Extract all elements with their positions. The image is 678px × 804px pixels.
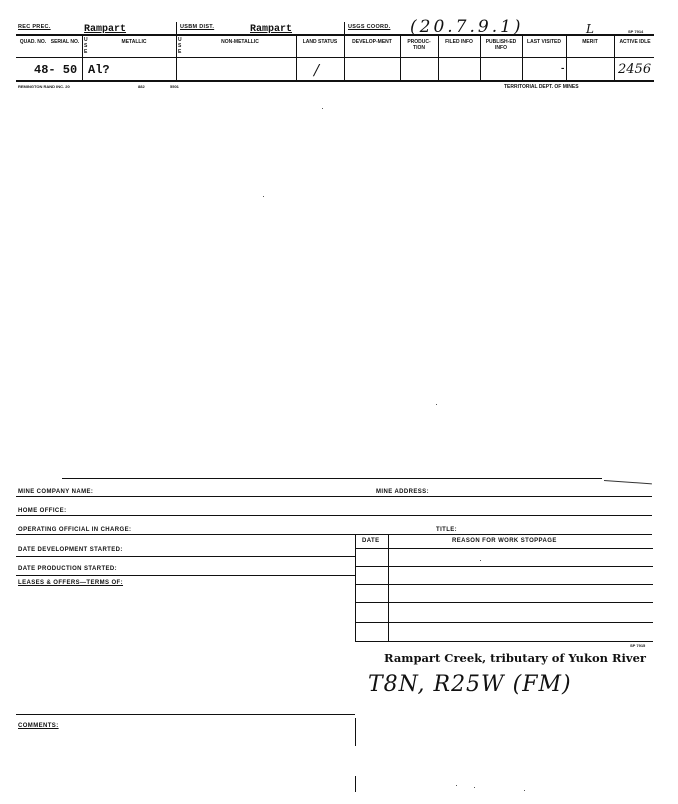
scan-speck	[436, 404, 437, 405]
divider	[82, 36, 83, 80]
use-letter-e: E	[178, 49, 182, 55]
non-metallic-header: NON-METALLIC	[221, 39, 259, 45]
use-letters-2	[178, 37, 184, 55]
divider	[344, 22, 345, 34]
use-letter-e: E	[84, 49, 88, 55]
table-rule	[355, 584, 653, 585]
scan-speck	[480, 560, 481, 561]
reason-column-header: REASON FOR WORK STOPPAGE	[452, 538, 557, 544]
location-handwritten-text: T8N, R25W (FM)	[368, 672, 572, 697]
use-letters	[84, 37, 90, 55]
land-status-header: LAND STATUS	[302, 39, 338, 45]
top-edge-curl	[604, 480, 652, 484]
top-edge-rule	[62, 478, 602, 479]
footer-code1: 882	[138, 84, 145, 89]
mine-address-label: MINE ADDRESS:	[376, 489, 429, 495]
home-office-label: HOME OFFICE:	[18, 508, 67, 514]
rec-prec-value: Rampart	[84, 24, 127, 35]
date-production-started-label: DATE PRODUCTION STARTED:	[18, 566, 118, 572]
quad-no-header: QUAD. NO.	[19, 39, 47, 45]
divider	[176, 36, 177, 80]
scan-speck	[474, 787, 475, 788]
operating-official-label: OPERATING OFFICIAL IN CHARGE:	[18, 527, 132, 533]
scan-speck	[322, 108, 323, 109]
rec-prec-label: REC PREC.	[18, 24, 51, 30]
scan-speck	[456, 785, 457, 786]
development-header: DEVELOP-MENT	[352, 39, 392, 45]
footer-code2: 5501	[170, 84, 179, 89]
divider	[344, 36, 345, 80]
land-status-value: /	[314, 61, 320, 79]
usbm-dist-value: Rampart	[250, 24, 293, 35]
filed-info-header: FILED INFO	[445, 39, 473, 45]
last-visited-header: LAST VISITED	[527, 39, 561, 45]
table-rule	[355, 548, 653, 549]
active-idle-header: ACTIVE IDLE	[619, 39, 651, 45]
divider	[438, 36, 439, 80]
serial-no-header: SERIAL NO.	[50, 39, 80, 45]
use-letter-u: U	[178, 37, 182, 43]
table-rule	[355, 602, 653, 603]
bottom-form-number: SP 7915	[630, 643, 646, 648]
comments-divider	[355, 718, 356, 746]
usgs-coord-value: (20.7.9.1)	[410, 17, 524, 37]
table-left-edge	[355, 534, 356, 642]
row-bottom-rule	[16, 80, 654, 82]
active-idle-value: 2456	[618, 62, 652, 77]
location-typed-text: Rampart Creek, tributary of Yukon River	[384, 651, 646, 665]
title-label: TITLE:	[436, 527, 458, 533]
scan-speck	[263, 196, 264, 197]
scan-speck	[524, 790, 525, 791]
divider	[566, 36, 567, 80]
last-visited-mark: -	[560, 64, 566, 74]
divider	[614, 36, 615, 80]
usgs-coord-label: USGS COORD.	[348, 24, 391, 30]
header-rule	[16, 34, 654, 36]
table-rule	[355, 566, 653, 567]
use-letter-s: S	[178, 43, 182, 49]
date-column-header: DATE	[362, 538, 380, 544]
use-letter-u: U	[84, 37, 88, 43]
coord-suffix: L	[586, 22, 594, 36]
comments-label: COMMENTS:	[18, 723, 59, 729]
usbm-dist-label: USBM DIST.	[180, 24, 215, 30]
divider	[522, 36, 523, 80]
comments-divider	[355, 776, 356, 792]
merit-header: MERIT	[582, 39, 598, 45]
rule	[16, 714, 355, 715]
divider	[176, 22, 177, 34]
date-development-started-label: DATE DEVELOPMENT STARTED:	[18, 547, 123, 553]
rule	[16, 496, 652, 497]
table-rule	[355, 641, 653, 642]
mine-company-name-label: MINE COMPANY NAME:	[18, 489, 94, 495]
use-letter-s: S	[84, 43, 88, 49]
table-date-divider	[388, 534, 389, 642]
form-number: SP 7914	[628, 29, 644, 34]
header-bottom-rule	[16, 57, 654, 58]
metallic-value: Al?	[88, 63, 110, 77]
divider	[480, 36, 481, 80]
rule	[16, 534, 652, 535]
rule	[16, 575, 355, 576]
rule	[16, 515, 652, 516]
table-rule	[355, 622, 653, 623]
quad-serial-value: 48- 50	[34, 63, 78, 77]
rule	[16, 556, 355, 557]
leases-offers-label: LEASES & OFFERS—TERMS OF:	[18, 580, 124, 586]
footer-right: TERRITORIAL DEPT. OF MINES	[504, 84, 579, 90]
divider	[296, 36, 297, 80]
production-header: PRODUC-TION	[407, 39, 431, 51]
published-info-header: PUBLISH-ED INFO	[485, 39, 517, 51]
divider	[400, 36, 401, 80]
footer-left: REMINGTON RAND INC. 20	[18, 84, 70, 89]
metallic-header: METALLIC	[121, 39, 147, 45]
